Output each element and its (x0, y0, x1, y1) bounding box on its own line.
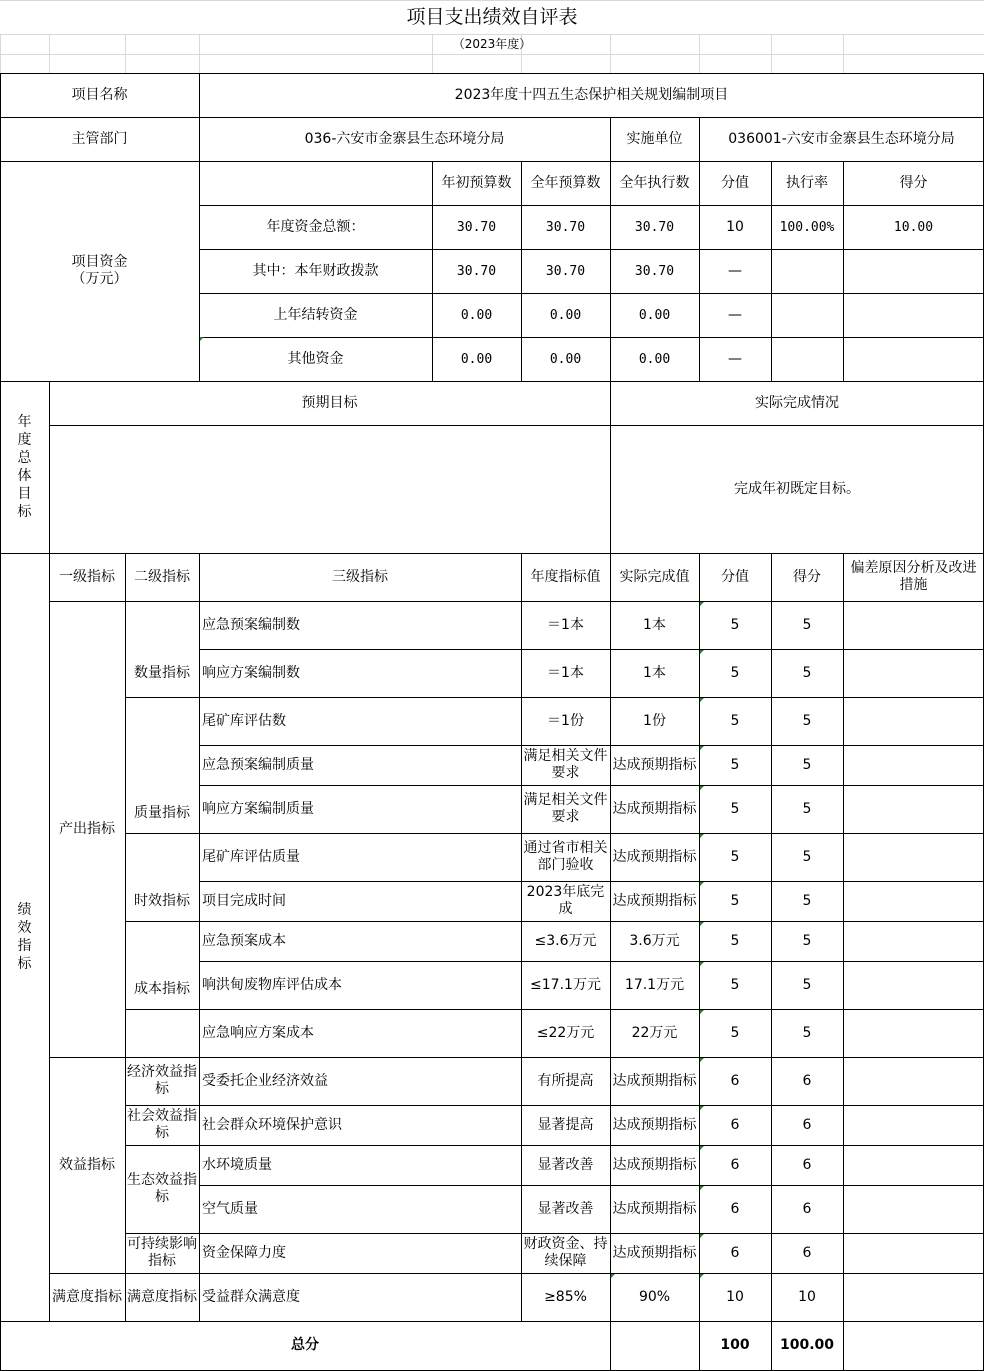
actual-value: 达成预期指标 (612, 800, 697, 817)
indicators-label-text: 绩效指标 (17, 902, 32, 972)
cell-marker-icon (700, 834, 704, 838)
score-obtained: 5 (802, 932, 812, 949)
funds-header: 全年预算数 (530, 174, 601, 191)
deviation-note (843, 1145, 984, 1185)
project-name-label: 项目名称 (71, 86, 128, 103)
deviation-note (843, 1185, 984, 1233)
actual-goal-label: 实际完成情况 (755, 394, 839, 411)
dept-label: 主管部门 (71, 130, 128, 147)
actual-value: 达成预期指标 (612, 1156, 697, 1173)
cell-marker-icon (700, 1186, 704, 1190)
level2-indicator: 生态效益指标 (127, 1172, 197, 1205)
deviation-note (843, 745, 984, 785)
score-obtained: 5 (802, 712, 812, 729)
funds-score (843, 337, 984, 381)
level3-indicator: 尾矿库评估数 (202, 712, 286, 729)
unit-label: 实施单位 (626, 130, 683, 147)
page-title: 项目支出绩效自评表 (406, 5, 578, 28)
level3-indicator: 响应方案编制质量 (202, 800, 314, 817)
score-weight: 5 (730, 932, 740, 949)
expected-goal-value (49, 425, 610, 553)
target-value: 显著改善 (537, 1156, 594, 1173)
score-weight: 5 (730, 712, 740, 729)
score-weight: 6 (730, 1156, 740, 1173)
score-obtained: 5 (802, 892, 812, 909)
funds-label: 项目资金（万元） (71, 254, 128, 287)
actual-value: 达成预期指标 (612, 892, 697, 909)
level3-indicator: 应急预案编制数 (202, 616, 300, 633)
cell-marker-icon (700, 650, 704, 654)
cell-marker-icon (700, 1146, 704, 1150)
indicator-header: 一级指标 (59, 568, 115, 585)
funds-header: 全年执行数 (619, 174, 690, 191)
funds-header: 年初预算数 (441, 174, 512, 191)
funds-executed: 30.70 (634, 219, 675, 235)
cell-marker-icon (700, 962, 704, 966)
target-value: 有所提高 (537, 1072, 594, 1089)
level2-indicator: 数量指标 (134, 664, 190, 681)
score-weight: 10 (726, 1288, 744, 1305)
level1-benefit: 效益指标 (59, 1156, 115, 1173)
funds-initial: 30.70 (456, 219, 497, 235)
level3-indicator: 响应方案编制数 (202, 664, 300, 681)
score-weight: 5 (730, 800, 740, 817)
deviation-note (843, 785, 984, 833)
score-weight: 5 (730, 664, 740, 681)
actual-value: 达成预期指标 (612, 1200, 697, 1217)
level2-indicator: 成本指标 (134, 980, 190, 997)
score-obtained: 6 (802, 1200, 812, 1217)
funds-annual: 30.70 (545, 263, 586, 279)
funds-row-name: 其他资金 (287, 350, 344, 367)
funds-executed: 0.00 (638, 307, 671, 323)
target-value: ＝1份 (547, 712, 584, 729)
funds-row-name: 其中：本年财政拨款 (252, 262, 379, 279)
target-value: 满足相关文件要求 (523, 792, 608, 825)
score-obtained: 6 (802, 1072, 812, 1089)
cell-marker-icon (200, 337, 204, 341)
actual-value: 达成预期指标 (612, 1072, 697, 1089)
target-value: ＝1本 (547, 664, 584, 681)
funds-annual: 0.00 (549, 351, 582, 367)
score-obtained: 5 (802, 756, 812, 773)
level3-indicator: 受委托企业经济效益 (202, 1072, 328, 1089)
score-weight: 6 (730, 1116, 740, 1133)
indicator-header: 二级指标 (134, 568, 190, 585)
deviation-note (843, 1105, 984, 1145)
deviation-note (843, 1233, 984, 1273)
score-obtained: 5 (802, 800, 812, 817)
total-label: 总分 (291, 1337, 319, 1353)
funds-executed: 0.00 (638, 351, 671, 367)
level3-indicator: 尾矿库评估质量 (202, 848, 300, 865)
funds-rate (771, 249, 843, 293)
funds-score_value: — (728, 350, 742, 367)
actual-value: 90% (638, 1288, 671, 1305)
deviation-note (843, 881, 984, 921)
actual-value: 达成预期指标 (612, 848, 697, 865)
target-value: 通过省市相关部门验收 (523, 840, 608, 873)
cell-marker-icon (700, 698, 704, 702)
actual-value: 达成预期指标 (612, 1116, 697, 1133)
funds-row-name: 上年结转资金 (273, 306, 358, 323)
deviation-note (843, 961, 984, 1009)
level3-indicator: 资金保障力度 (202, 1244, 286, 1261)
indicator-header: 年度指标值 (530, 568, 601, 585)
score-weight: 5 (730, 976, 740, 993)
score-weight: 6 (730, 1244, 740, 1261)
total-score: 100.00 (779, 1337, 835, 1353)
funds-annual: 30.70 (545, 219, 586, 235)
actual-value: 3.6万元 (629, 932, 680, 949)
level2-indicator: 社会效益指标 (127, 1108, 197, 1141)
cell-marker-icon (700, 1234, 704, 1238)
target-value: ≤3.6万元 (534, 932, 597, 949)
deviation-note (843, 833, 984, 881)
level2-indicator: 时效指标 (134, 892, 190, 909)
cell-marker-icon (700, 1274, 704, 1278)
funds-initial: 0.00 (460, 351, 493, 367)
cell-marker-icon (700, 1010, 704, 1014)
target-value: 显著提高 (537, 1116, 594, 1133)
funds-score_value: — (728, 262, 742, 279)
level3-indicator: 水环境质量 (202, 1156, 272, 1173)
page-subtitle: （2023年度） (452, 36, 532, 51)
dept-value: 036-六安市金寨县生态环境分局 (304, 130, 505, 147)
target-value: ≥85% (544, 1288, 587, 1305)
level3-indicator: 空气质量 (202, 1200, 258, 1217)
level2-indicator: 可持续影响指标 (127, 1236, 197, 1269)
score-obtained: 5 (802, 1024, 812, 1041)
indicator-header: 分值 (721, 568, 749, 585)
score-obtained: 5 (802, 616, 812, 633)
score-weight: 6 (730, 1072, 740, 1089)
score-obtained: 5 (802, 848, 812, 865)
score-weight: 5 (730, 892, 740, 909)
level3-indicator: 受益群众满意度 (202, 1288, 300, 1305)
indicator-header: 偏差原因分析及改进措施 (850, 560, 977, 593)
actual-goal-value: 完成年初既定目标。 (734, 480, 860, 497)
target-value: 显著改善 (537, 1200, 594, 1217)
deviation-note (843, 601, 984, 649)
score-obtained: 6 (802, 1244, 812, 1261)
total-value: 100 (720, 1337, 750, 1353)
cell-marker-icon (611, 1274, 615, 1278)
funds-rate: 100.00% (779, 219, 835, 235)
funds-executed: 30.70 (634, 263, 675, 279)
unit-value: 036001-六安市金寨县生态环境分局 (728, 130, 955, 147)
score-weight: 5 (730, 616, 740, 633)
target-value: 财政资金、持续保障 (523, 1236, 608, 1269)
level2-indicator: 满意度指标 (127, 1288, 197, 1305)
actual-value: 1份 (643, 712, 666, 729)
funds-score (843, 293, 984, 337)
target-value: 满足相关文件要求 (523, 748, 608, 781)
actual-value: 达成预期指标 (612, 1244, 697, 1261)
funds-header: 执行率 (786, 174, 828, 191)
funds-score_value: — (728, 306, 742, 323)
level3-indicator: 项目完成时间 (202, 892, 286, 909)
score-obtained: 10 (798, 1288, 816, 1305)
target-value: ＝1本 (547, 616, 584, 633)
level1-output: 产出指标 (59, 820, 115, 837)
funds-annual: 0.00 (549, 307, 582, 323)
level2-indicator: 经济效益指标 (127, 1064, 197, 1097)
score-weight: 5 (730, 1024, 740, 1041)
cell-marker-icon (700, 1106, 704, 1110)
target-value: 2023年底完成 (526, 884, 605, 917)
funds-row-name: 年度资金总额： (266, 218, 365, 235)
level3-indicator: 应急响应方案成本 (202, 1024, 314, 1041)
deviation-note (843, 1009, 984, 1057)
funds-rate (771, 337, 843, 381)
score-obtained: 6 (802, 1156, 812, 1173)
funds-initial: 0.00 (460, 307, 493, 323)
score-weight: 5 (730, 848, 740, 865)
actual-value: 达成预期指标 (612, 756, 697, 773)
funds-score (843, 249, 984, 293)
deviation-note (843, 649, 984, 697)
funds-initial: 30.70 (456, 263, 497, 279)
level3-indicator: 社会群众环境保护意识 (202, 1116, 342, 1133)
funds-header: 得分 (899, 174, 928, 191)
grid-line (610, 1321, 611, 1371)
level3-indicator: 应急预案编制质量 (202, 756, 314, 773)
deviation-note (843, 1057, 984, 1105)
funds-rate (771, 293, 843, 337)
score-obtained: 6 (802, 1116, 812, 1133)
indicator-header: 实际完成值 (619, 568, 690, 585)
level3-indicator: 响洪甸废物库评估成本 (202, 976, 342, 993)
cell-marker-icon (700, 1058, 704, 1062)
cell-marker-icon (700, 746, 704, 750)
actual-value: 17.1万元 (624, 976, 685, 993)
level1-satisfaction: 满意度指标 (52, 1288, 122, 1305)
indicator-header: 三级指标 (332, 568, 388, 585)
indicators-label (0, 553, 49, 1321)
cell-marker-icon (700, 786, 704, 790)
deviation-note (843, 1273, 984, 1321)
funds-score: 10.00 (893, 219, 934, 235)
target-value: ≤17.1万元 (530, 976, 601, 993)
score-weight: 5 (730, 756, 740, 773)
score-weight: 6 (730, 1200, 740, 1217)
indicator-header: 得分 (793, 568, 821, 585)
actual-value: 1本 (643, 664, 666, 681)
level2-indicator: 质量指标 (134, 804, 190, 821)
funds-header: 分值 (721, 174, 749, 191)
target-value: ≤22万元 (536, 1024, 595, 1041)
funds-score_value: 10 (726, 218, 744, 235)
cell-marker-icon (700, 602, 704, 606)
actual-value: 1本 (643, 616, 666, 633)
score-obtained: 5 (802, 976, 812, 993)
grid-line (843, 1321, 844, 1371)
score-obtained: 5 (802, 664, 812, 681)
actual-value: 22万元 (631, 1024, 678, 1041)
goals-label-text: 年度总体目标 (17, 414, 32, 520)
deviation-note (843, 921, 984, 961)
grid-line (0, 54, 984, 55)
expected-goal-label: 预期目标 (301, 394, 358, 411)
goals-label (0, 381, 49, 553)
project-name-value: 2023年度十四五生态保护相关规划编制项目 (454, 86, 729, 103)
deviation-note (843, 697, 984, 745)
level3-indicator: 应急预案成本 (202, 932, 286, 949)
cell-marker-icon (700, 882, 704, 886)
cell-marker-icon (700, 922, 704, 926)
